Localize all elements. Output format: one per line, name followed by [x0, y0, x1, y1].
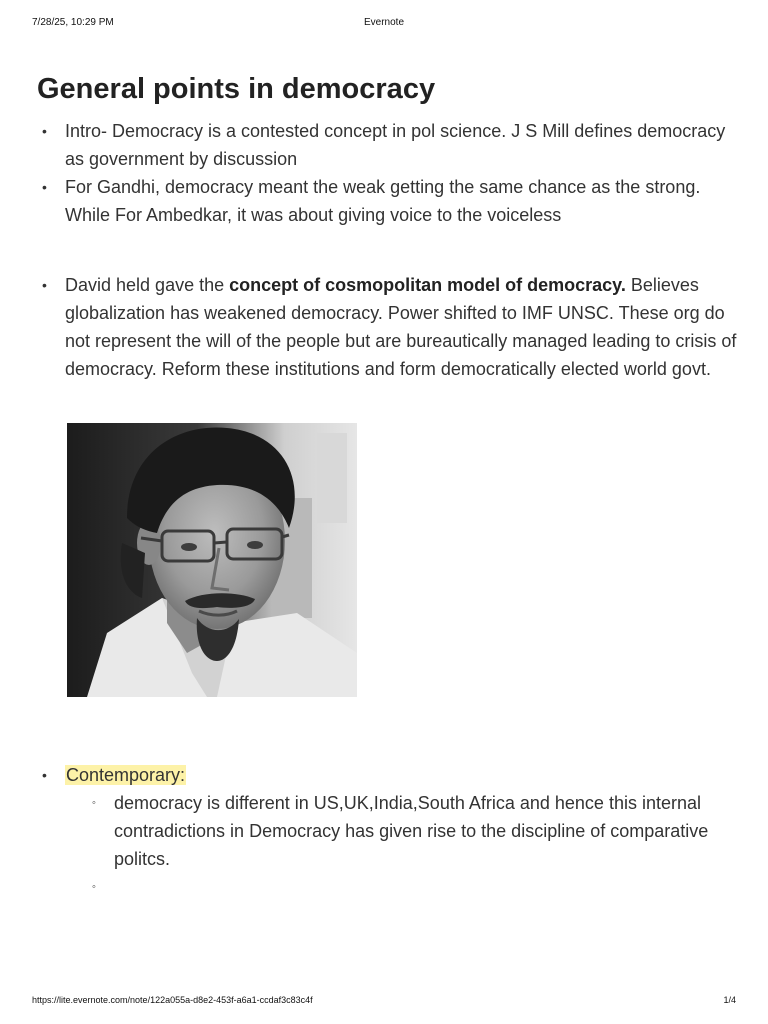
note-body — [37, 117, 737, 383]
sub-list-item — [86, 789, 737, 873]
bullet-list — [37, 117, 737, 229]
sub-bullet-icon: ◦ — [92, 881, 96, 893]
portrait-photo — [67, 423, 357, 697]
sub-bullet-text: democracy is different in US,UK,India,South Africa and hence this internal contradictions in Democracy has given rise to the discipline of comparative politcs. — [114, 793, 709, 869]
bullet-text-rest: Believes globalization has weakened democracy. Power shifted to IMF UNSC. These org do not represent the will of the people but are bureautically managed leading to crisis of democracy. Reform these institutions and form democratically elected world govt. — [65, 275, 737, 379]
list-item — [37, 117, 737, 173]
bullet-icon: • — [42, 123, 47, 139]
print-header — [32, 17, 736, 31]
bullet-list — [37, 761, 737, 901]
bullet-text: For Gandhi, democracy meant the weak getting the same chance as the strong. While For Ambedkar, it was about giving voice to the voiceless — [65, 177, 701, 225]
bullet-text: Intro- Democracy is a contested concept in pol science. J S Mill defines democracy as government by discussion — [65, 121, 726, 169]
sub-bullet-list — [65, 789, 737, 901]
bullet-text-lead: David held gave the — [65, 275, 230, 295]
note-title: General points in democracy — [37, 73, 436, 105]
print-app-name: Evernote — [363, 17, 405, 28]
print-url: https://lite.evernote.com/note/122a055a-d8e2-453f-a6a1-ccdaf3c83c4f — [32, 995, 313, 1005]
bullet-icon: • — [42, 767, 47, 783]
list-item — [37, 761, 737, 901]
print-datetime: 7/28/25, 10:29 PM — [32, 17, 114, 28]
print-footer — [32, 995, 736, 1009]
contemporary-section — [37, 761, 737, 901]
empty-line — [37, 229, 737, 271]
bullet-icon: • — [42, 277, 47, 293]
highlighted-label: Contemporary: — [66, 765, 186, 785]
bullet-list — [37, 271, 737, 383]
bullet-text-bold: concept of cosmopolitan model of democracy. — [229, 275, 626, 295]
list-item — [37, 173, 737, 229]
bullet-icon: • — [42, 179, 47, 195]
page-number: 1/4 — [723, 995, 736, 1005]
sub-bullet-icon: ◦ — [92, 797, 96, 809]
list-item — [37, 271, 737, 383]
sub-list-item — [86, 873, 737, 901]
